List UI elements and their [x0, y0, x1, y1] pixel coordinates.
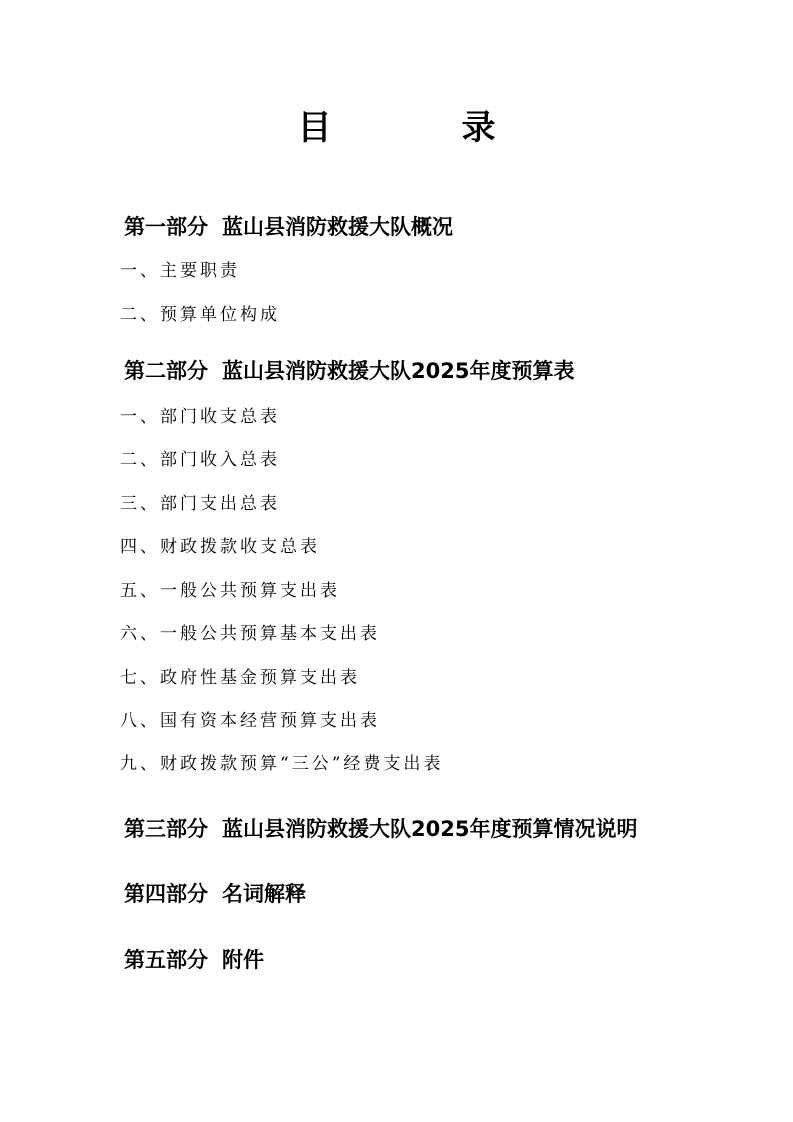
toc-part-4-label: 第四部分	[124, 882, 208, 906]
toc-item[interactable]: 五、一般公共预算支出表	[120, 581, 340, 601]
toc-part-2[interactable]	[124, 356, 574, 386]
toc-part-3[interactable]	[124, 814, 637, 844]
toc-item[interactable]: 四、财政拨款收支总表	[120, 537, 320, 557]
toc-item[interactable]: 九、财政拨款预算“三公”经费支出表	[120, 754, 444, 774]
toc-part-5-text: 附件	[222, 948, 264, 972]
toc-item[interactable]: 七、政府性基金预算支出表	[120, 668, 360, 688]
toc-item[interactable]: 六、一般公共预算基本支出表	[120, 624, 380, 644]
toc-item[interactable]: 八、国有资本经营预算支出表	[120, 711, 380, 731]
toc-part-3-text: 蓝山县消防救援大队2025年度预算情况说明	[222, 817, 638, 841]
toc-item[interactable]: 二、预算单位构成	[120, 305, 280, 325]
toc-part-3-label: 第三部分	[124, 817, 208, 841]
toc-part-4-text: 名词解释	[222, 882, 306, 906]
toc-part-4[interactable]	[124, 879, 306, 909]
toc-part-5[interactable]	[124, 945, 264, 975]
page-title: 目 录	[297, 108, 544, 148]
toc-item[interactable]: 三、部门支出总表	[120, 494, 280, 514]
toc-item[interactable]: 一、主要职责	[120, 261, 240, 281]
toc-part-2-text: 蓝山县消防救援大队2025年度预算表	[222, 359, 575, 383]
toc-part-5-label: 第五部分	[124, 948, 208, 972]
toc-item[interactable]: 二、部门收入总表	[120, 450, 280, 470]
toc-part-1[interactable]	[124, 212, 453, 242]
toc-part-1-label: 第一部分	[124, 215, 208, 239]
toc-item[interactable]: 一、部门收支总表	[120, 407, 280, 427]
toc-part-2-label: 第二部分	[124, 359, 208, 383]
toc-part-1-text: 蓝山县消防救援大队概况	[222, 215, 453, 239]
